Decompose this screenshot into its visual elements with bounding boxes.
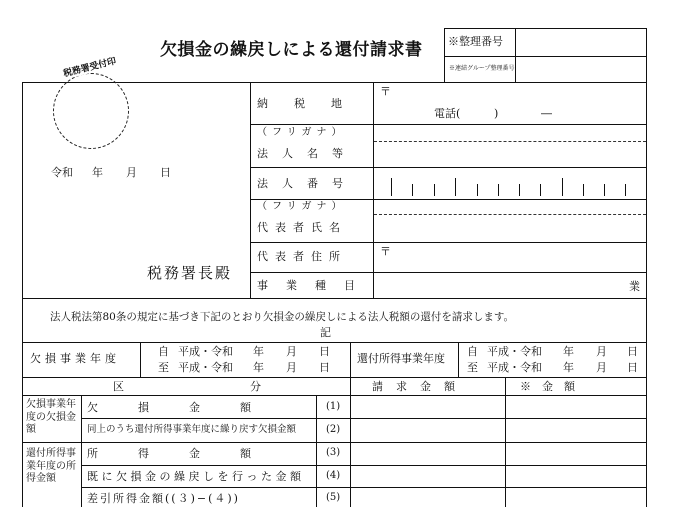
- claim-amount-3[interactable]: [351, 443, 504, 465]
- loss-from-year: 年: [253, 345, 264, 358]
- refund-year-label: 還付所得事業年度: [357, 352, 445, 365]
- row-prior-carryback-num: (4): [326, 470, 341, 481]
- row-loss-amount-num: (1): [326, 401, 341, 412]
- corp-number-label: 法人番号: [257, 177, 357, 190]
- refund-to: 至: [467, 361, 478, 374]
- phone-dash: ―: [541, 107, 552, 120]
- declaration-ki: 記: [320, 326, 331, 339]
- tax-address-label: 納税地: [257, 97, 368, 110]
- loss-to-day: 日: [319, 361, 330, 374]
- loss-to: 至: [158, 361, 169, 374]
- reception-stamp-label: 税務署受付印: [62, 56, 118, 80]
- loss-from-era: 平成・令和: [178, 345, 233, 358]
- loss-year-label: 欠損事業年度: [30, 352, 120, 365]
- corp-number-field[interactable]: [374, 168, 646, 198]
- date-era: 令和: [51, 166, 73, 179]
- ref-number-field[interactable]: [516, 29, 646, 56]
- corp-furigana-field[interactable]: [374, 125, 646, 140]
- business-suffix: 業: [629, 280, 640, 293]
- reception-stamp-circle: [53, 73, 129, 149]
- refund-to-era: 平成・令和: [487, 361, 542, 374]
- date-year: 年: [92, 166, 103, 179]
- col-claim-amount: 請求金額: [372, 380, 468, 393]
- rep-address-label: 代表者住所: [257, 250, 347, 263]
- furigana-label-2: （フリガナ）: [257, 201, 347, 212]
- loss-to-era: 平成・令和: [178, 361, 233, 374]
- loss-to-year: 年: [253, 361, 264, 374]
- col-marked-amount: ※ 金 額: [520, 380, 575, 393]
- postal-mark-1: 〒: [380, 85, 391, 98]
- group-number-label: ※連結グループ整理番号: [449, 65, 515, 72]
- form-title: 欠損金の繰戻しによる還付請求書: [160, 40, 423, 60]
- loss-to-month: 月: [286, 361, 297, 374]
- group-loss-label: 欠損事業年度の欠損金額: [26, 399, 76, 435]
- row-prior-carryback-label: 既に欠損金の繰戻しを行った金額: [87, 470, 305, 483]
- phone-close: ): [494, 107, 499, 120]
- business-type-label: 事業種目: [257, 279, 373, 292]
- refund-to-year: 年: [563, 361, 574, 374]
- business-type-field[interactable]: [374, 273, 624, 297]
- col-division: 分: [250, 380, 261, 393]
- rep-address-field[interactable]: [374, 243, 646, 271]
- loss-from-day: 日: [319, 345, 330, 358]
- col-category: 区: [113, 380, 124, 393]
- row-net-income-label: 差引所得金額((３)−(４)): [87, 492, 240, 505]
- refund-to-day: 日: [627, 361, 638, 374]
- refund-from-era: 平成・令和: [487, 345, 542, 358]
- rep-name-field[interactable]: [374, 216, 646, 241]
- row-income-label: 所得金額: [87, 447, 291, 460]
- row-net-income-num: (5): [326, 492, 341, 503]
- corp-name-label: 法人名等: [257, 147, 357, 160]
- group-income-label: 還付所得事業年度の所得金額: [26, 448, 76, 484]
- date-month: 月: [126, 166, 137, 179]
- group-number-field[interactable]: [516, 57, 646, 82]
- furigana-label-1: （フリガナ）: [257, 127, 347, 138]
- row-carryback-label: 同上のうち還付所得事業年度に繰り戻す欠損金額: [87, 424, 297, 435]
- refund-from-year: 年: [563, 345, 574, 358]
- row-loss-amount-label: 欠損金額: [87, 401, 291, 414]
- postal-mark-2: 〒: [380, 245, 391, 258]
- ref-number-label: ※整理番号: [448, 35, 503, 48]
- claim-amount-2[interactable]: [351, 419, 504, 441]
- tax-office-label: 税務署長殿: [147, 264, 233, 282]
- claim-amount-5[interactable]: [351, 488, 504, 507]
- declaration-text: 法人税法第80条の規定に基づき下記のとおり欠損金の繰戻しによる法人税額の還付を請求します。: [50, 311, 515, 323]
- phone-label: 電話(: [434, 107, 461, 120]
- rep-furigana-field[interactable]: [374, 200, 646, 213]
- rep-name-label: 代表者氏名: [257, 221, 347, 234]
- refund-to-month: 月: [596, 361, 607, 374]
- row-income-num: (3): [326, 447, 341, 458]
- refund-from-month: 月: [596, 345, 607, 358]
- corp-name-field[interactable]: [374, 142, 646, 166]
- row-carryback-num: (2): [326, 424, 341, 435]
- claim-amount-4[interactable]: [351, 466, 504, 487]
- loss-from: 自: [158, 345, 169, 358]
- refund-from: 自: [467, 345, 478, 358]
- date-day: 日: [160, 166, 171, 179]
- claim-amount-1[interactable]: [351, 396, 504, 418]
- tax-address-field[interactable]: [374, 83, 646, 123]
- refund-from-day: 日: [627, 345, 638, 358]
- loss-from-month: 月: [286, 345, 297, 358]
